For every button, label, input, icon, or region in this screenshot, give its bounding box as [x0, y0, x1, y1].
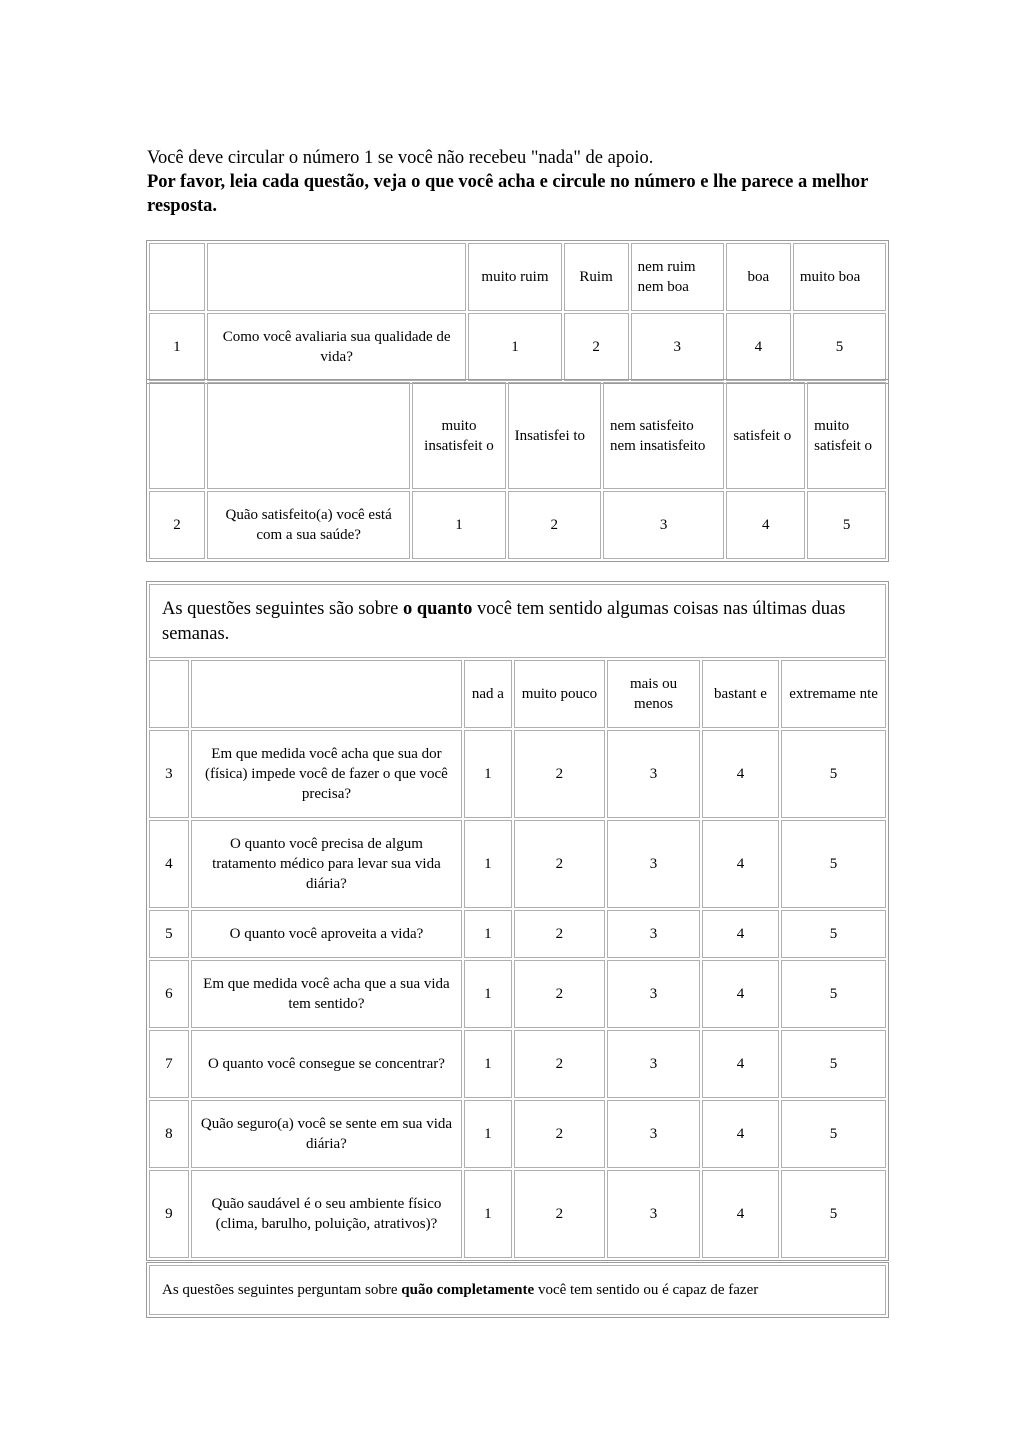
- answer-option[interactable]: 1: [464, 1170, 511, 1258]
- empty-cell: [191, 660, 462, 728]
- answer-option[interactable]: 4: [702, 1030, 779, 1098]
- header-option: extremame nte: [781, 660, 886, 728]
- empty-cell: [149, 382, 205, 489]
- answer-option[interactable]: 1: [464, 820, 511, 908]
- answer-option[interactable]: 3: [607, 1170, 700, 1258]
- answer-option[interactable]: 5: [781, 820, 886, 908]
- answer-option[interactable]: 4: [702, 820, 779, 908]
- table-row: [149, 1170, 886, 1258]
- question-text: Quão satisfeito(a) você está com a sua saúde?: [207, 491, 410, 559]
- answer-option[interactable]: 3: [607, 1030, 700, 1098]
- answer-option[interactable]: 1: [464, 1030, 511, 1098]
- answer-option[interactable]: 4: [702, 1170, 779, 1258]
- answer-option[interactable]: 3: [603, 491, 724, 559]
- table-row: [149, 820, 886, 908]
- header-option: mais ou menos: [607, 660, 700, 728]
- question-number: 5: [149, 910, 189, 958]
- header-option: satisfeit o: [726, 382, 805, 489]
- answer-option[interactable]: 3: [607, 960, 700, 1028]
- table-header-row: [149, 243, 886, 311]
- answer-option[interactable]: 2: [564, 313, 629, 381]
- header-option: muito insatisfeit o: [412, 382, 505, 489]
- answer-option[interactable]: 3: [607, 730, 700, 818]
- answer-option[interactable]: 5: [807, 491, 886, 559]
- question-number: 3: [149, 730, 189, 818]
- answer-option[interactable]: 5: [781, 730, 886, 818]
- answer-option[interactable]: 5: [781, 1170, 886, 1258]
- answer-option[interactable]: 4: [702, 910, 779, 958]
- header-option: muito ruim: [468, 243, 561, 311]
- answer-option[interactable]: 5: [793, 313, 886, 381]
- header-option: muito satisfeit o: [807, 382, 886, 489]
- question-number: 6: [149, 960, 189, 1028]
- question-text: Como você avaliaria sua qualidade de vida?: [207, 313, 467, 381]
- section-title: As questões seguintes perguntam sobre quão completamente você tem sentido ou é capaz de fazer: [149, 1265, 886, 1315]
- answer-option[interactable]: 4: [726, 491, 805, 559]
- header-option: nem satisfeito nem insatisfeito: [603, 382, 724, 489]
- answer-option[interactable]: 3: [607, 1100, 700, 1168]
- empty-cell: [207, 243, 467, 311]
- question-text: Em que medida você acha que a sua vida tem sentido?: [191, 960, 462, 1028]
- answer-option[interactable]: 2: [514, 820, 606, 908]
- question-text: Quão seguro(a) você se sente em sua vida diária?: [191, 1100, 462, 1168]
- question-text: Quão saudável é o seu ambiente físico (clima, barulho, poluição, atrativos)?: [191, 1170, 462, 1258]
- question-number: 9: [149, 1170, 189, 1258]
- empty-cell: [207, 382, 410, 489]
- answer-option[interactable]: 1: [464, 1100, 511, 1168]
- question-number: 1: [149, 313, 205, 381]
- question-text: O quanto você aproveita a vida?: [191, 910, 462, 958]
- header-option: boa: [726, 243, 791, 311]
- answer-option[interactable]: 2: [508, 491, 601, 559]
- answer-option[interactable]: 3: [607, 910, 700, 958]
- answer-option[interactable]: 4: [702, 730, 779, 818]
- table-row: [149, 910, 886, 958]
- table-row: [149, 1100, 886, 1168]
- section-title-row: [149, 584, 886, 658]
- header-option: nem ruim nem boa: [631, 243, 724, 311]
- section-title: As questões seguintes são sobre o quanto você tem sentido algumas coisas nas últimas duas semanas.: [149, 584, 886, 658]
- how-much-table: [146, 581, 889, 1261]
- instruction-line-2: Por favor, leia cada questão, veja o que você acha e circule no número e lhe parece a melhor resposta.: [147, 172, 869, 216]
- answer-option[interactable]: 1: [464, 730, 511, 818]
- answer-option[interactable]: 2: [514, 910, 606, 958]
- answer-option[interactable]: 4: [702, 1100, 779, 1168]
- table-row: [149, 1030, 886, 1098]
- question-number: 7: [149, 1030, 189, 1098]
- header-option: Insatisfei to: [508, 382, 601, 489]
- how-completely-table: [146, 1262, 889, 1318]
- answer-option[interactable]: 3: [631, 313, 724, 381]
- quality-of-life-table: [146, 240, 889, 384]
- empty-cell: [149, 243, 205, 311]
- table-header-row: [149, 382, 886, 489]
- instruction-line-1: Você deve circular o número 1 se você não recebeu "nada" de apoio.: [147, 148, 654, 168]
- question-text: O quanto você consegue se concentrar?: [191, 1030, 462, 1098]
- answer-option[interactable]: 1: [412, 491, 505, 559]
- table-row: [149, 313, 886, 381]
- answer-option[interactable]: 4: [726, 313, 791, 381]
- section-title-row: [149, 1265, 886, 1315]
- instructions: [147, 146, 887, 218]
- answer-option[interactable]: 5: [781, 1100, 886, 1168]
- answer-option[interactable]: 2: [514, 1100, 606, 1168]
- header-option: muito boa: [793, 243, 886, 311]
- header-option: bastant e: [702, 660, 779, 728]
- answer-option[interactable]: 1: [464, 910, 511, 958]
- answer-option[interactable]: 2: [514, 1030, 606, 1098]
- question-text: Em que medida você acha que sua dor (física) impede você de fazer o que você precisa?: [191, 730, 462, 818]
- table-row: [149, 960, 886, 1028]
- answer-option[interactable]: 3: [607, 820, 700, 908]
- table-row: [149, 730, 886, 818]
- question-text: O quanto você precisa de algum tratamento médico para levar sua vida diária?: [191, 820, 462, 908]
- answer-option[interactable]: 5: [781, 960, 886, 1028]
- answer-option[interactable]: 2: [514, 960, 606, 1028]
- header-option: nad a: [464, 660, 511, 728]
- table-row: [149, 491, 886, 559]
- empty-cell: [149, 660, 189, 728]
- header-option: Ruim: [564, 243, 629, 311]
- question-number: 2: [149, 491, 205, 559]
- answer-option[interactable]: 4: [702, 960, 779, 1028]
- answer-option[interactable]: 2: [514, 1170, 606, 1258]
- answer-option[interactable]: 2: [514, 730, 606, 818]
- health-satisfaction-table: [146, 379, 889, 562]
- table-header-row: [149, 660, 886, 728]
- answer-option[interactable]: 1: [468, 313, 561, 381]
- header-option: muito pouco: [514, 660, 606, 728]
- question-number: 8: [149, 1100, 189, 1168]
- answer-option[interactable]: 5: [781, 910, 886, 958]
- question-number: 4: [149, 820, 189, 908]
- answer-option[interactable]: 1: [464, 960, 511, 1028]
- answer-option[interactable]: 5: [781, 1030, 886, 1098]
